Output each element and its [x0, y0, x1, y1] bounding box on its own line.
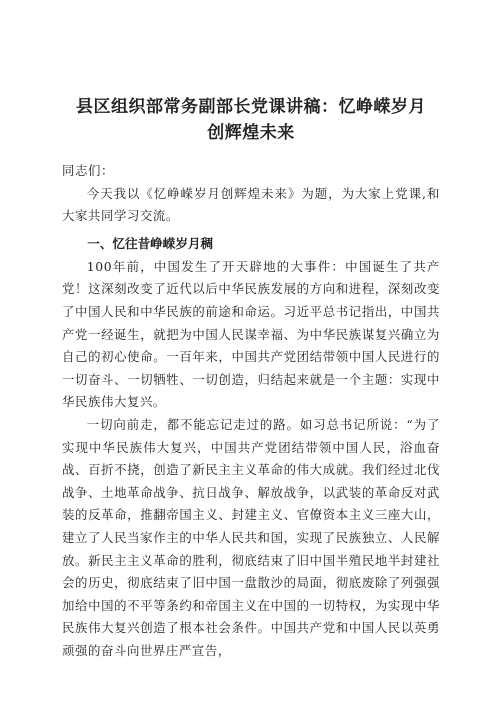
body-paragraph-1: 100年前，中国发生了开天辟地的大事件：中国诞生了共产党！这深刻改变了近代以后中华民族发展的方向和进程，深刻改变了中国人民和中华民族的前途和命运。习近平总书记指出，中国共产党一经诞生，就把为中国人民谋幸福、为中华民族谋复兴确立为自己的初心使命。一百年来，中国共产党团结带领中国人民进行的一切奋斗、一切牺牲、一切创造，归结起来就是一个主题：实现中华民族伟大复兴。: [62, 258, 440, 410]
salutation: 同志们：: [62, 163, 114, 178]
intro-paragraph: 今天我以《忆峥嵘岁月创辉煌未来》为题，为大家上党课,和大家共同学习交流。: [62, 185, 440, 224]
title-line-2: 创辉煌未来: [207, 123, 295, 143]
document-title: [62, 0, 440, 146]
section-heading-1: 一、忆往昔峥嵘岁月稠: [87, 235, 214, 251]
title-line-1: 县区组织部常务副部长党课讲稿：忆峥嵘岁月: [76, 97, 426, 117]
body-paragraph-2: 一切向前走，都不能忘记走过的路。如习总书记所说：“为了实现中华民族伟大复兴，中国共产党团结带领中国人民，浴血奋战、百折不挠，创造了新民主主义革命的伟大成就。我们经过北伐战争、土地革命战争、抗日战争、解放战争，以武装的革命反对武装的反革命，推翻帝国主义、封建主义、官僚资本主义三座大山，建立了人民当家作主的中华人民共和国，实现了民族独立、人民解放。新民主主义革命的胜利，彻底结束了旧中国半殖民地半封建社会的历史，彻底结束了旧中国一盘散沙的局面，彻底废除了列强强加给中国的不平等条约和帝国主义在中国的一切特权，为实现中华民族伟大复兴创造了根本社会条件。中国共产党和中国人民以英勇顽强的奋斗向世界庄严宣告，: [62, 416, 440, 658]
